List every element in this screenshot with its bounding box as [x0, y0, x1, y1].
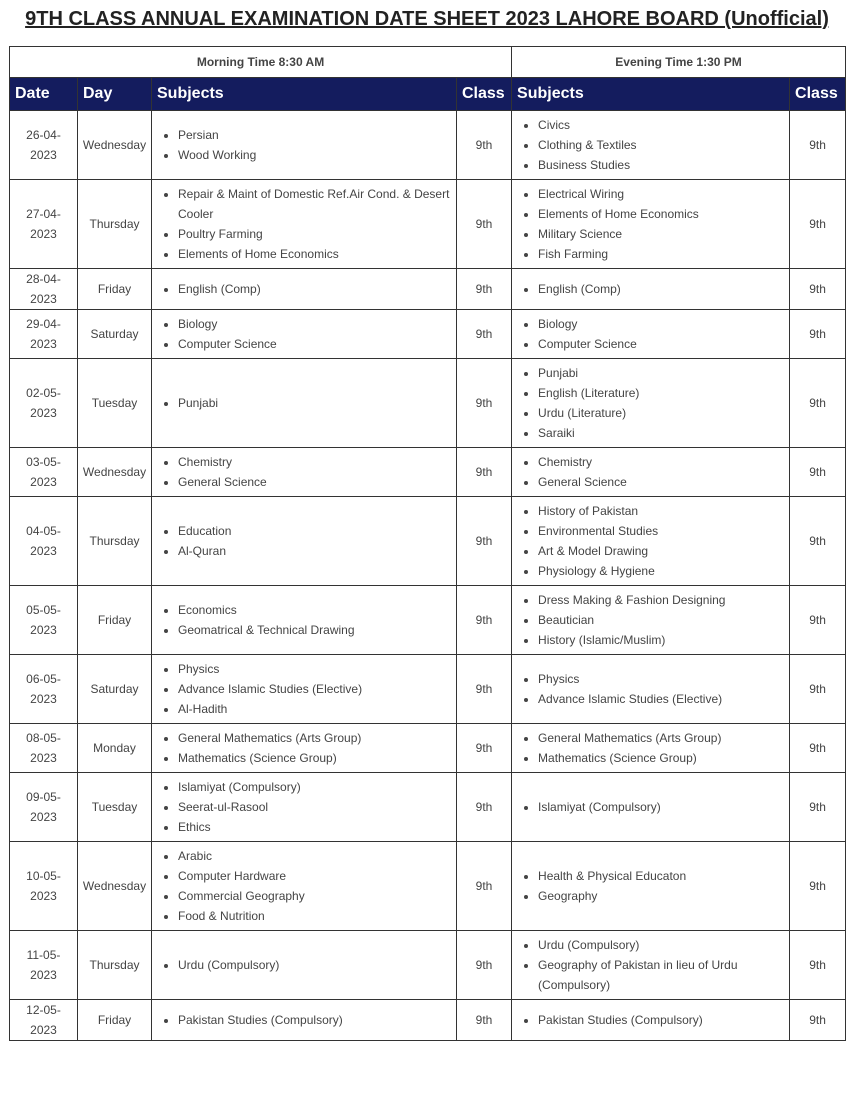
subject-item: • Urdu (Compulsory) — [538, 935, 783, 955]
date-year: 2023 — [30, 337, 57, 351]
subject-item: • Physics — [178, 659, 450, 679]
subject-item: • Economics — [178, 600, 450, 620]
subject-item: • Physics — [538, 669, 783, 689]
evening-class-cell: 9th — [790, 497, 846, 586]
table-body — [10, 111, 846, 1041]
date-day-month: 26-04- — [26, 128, 61, 142]
day-cell: Wednesday — [78, 448, 152, 497]
morning-class-header: Class — [457, 78, 512, 111]
date-year: 2023 — [30, 889, 57, 903]
evening-subject-list — [512, 115, 783, 175]
subject-item: • History (Islamic/Muslim) — [538, 630, 783, 650]
morning-session-label: Morning Time 8:30 AM — [10, 47, 512, 78]
day-cell: Friday — [78, 1000, 152, 1041]
table-row — [10, 842, 846, 931]
subject-item: • English (Comp) — [538, 279, 783, 299]
evening-subjects-cell — [512, 586, 790, 655]
subject-item: • Physiology & Hygiene — [538, 561, 783, 581]
evening-class-cell: 9th — [790, 180, 846, 269]
date-year: 2023 — [30, 751, 57, 765]
evening-subject-list — [512, 363, 783, 443]
page-title: 9TH CLASS ANNUAL EXAMINATION DATE SHEET 2023 LAHORE BOARD (Unofficial) — [25, 8, 829, 30]
subject-item: • Ethics — [178, 817, 450, 837]
evening-class-cell: 9th — [790, 359, 846, 448]
morning-subjects-cell — [152, 448, 457, 497]
day-cell: Saturday — [78, 655, 152, 724]
date-year: 2023 — [30, 148, 57, 162]
date-day-month: 03-05- — [26, 455, 61, 469]
evening-subject-list — [512, 866, 783, 906]
subject-item: • Islamiyat (Compulsory) — [538, 797, 783, 817]
day-cell: Wednesday — [78, 842, 152, 931]
session-row — [10, 47, 846, 78]
table-row — [10, 724, 846, 773]
table-row — [10, 180, 846, 269]
subject-item: • Fish Farming — [538, 244, 783, 264]
evening-class-cell: 9th — [790, 724, 846, 773]
morning-subject-list — [152, 1010, 450, 1030]
evening-subject-list — [512, 279, 783, 299]
subject-item: • English (Comp) — [178, 279, 450, 299]
evening-subject-list — [512, 797, 783, 817]
morning-class-cell: 9th — [457, 269, 512, 310]
date-cell — [10, 497, 78, 586]
date-day-month: 27-04- — [26, 207, 61, 221]
day-cell: Thursday — [78, 497, 152, 586]
evening-class-header: Class — [790, 78, 846, 111]
morning-subjects-cell — [152, 269, 457, 310]
date-day-month: 02-05- — [26, 386, 61, 400]
date-day-month: 08-05- — [26, 731, 61, 745]
date-year: 2023 — [30, 544, 57, 558]
subject-item: • Dress Making & Fashion Designing — [538, 590, 783, 610]
date-header: Date — [10, 78, 78, 111]
morning-subjects-cell — [152, 310, 457, 359]
evening-class-cell: 9th — [790, 1000, 846, 1041]
morning-subject-list — [152, 846, 450, 926]
subject-item: • Environmental Studies — [538, 521, 783, 541]
subject-item: • Mathematics (Science Group) — [178, 748, 450, 768]
morning-subjects-cell — [152, 842, 457, 931]
evening-subjects-cell — [512, 724, 790, 773]
morning-subjects-cell — [152, 931, 457, 1000]
date-year: 2023 — [30, 692, 57, 706]
morning-class-cell: 9th — [457, 655, 512, 724]
date-day-month: 05-05- — [26, 603, 61, 617]
morning-subject-list — [152, 600, 450, 640]
evening-subjects-cell — [512, 842, 790, 931]
morning-subjects-cell — [152, 359, 457, 448]
table-row — [10, 586, 846, 655]
date-day-month: 04-05- — [26, 524, 61, 538]
evening-class-cell: 9th — [790, 269, 846, 310]
day-cell: Friday — [78, 269, 152, 310]
evening-subjects-cell — [512, 180, 790, 269]
date-cell — [10, 310, 78, 359]
morning-subject-list — [152, 521, 450, 561]
date-day-month: 06-05- — [26, 672, 61, 686]
date-day-month: 10-05- — [26, 869, 61, 883]
subject-item: • Chemistry — [538, 452, 783, 472]
subject-item: • Al-Hadith — [178, 699, 450, 719]
evening-subjects-cell — [512, 497, 790, 586]
date-year: 2023 — [30, 968, 57, 982]
date-day-month: 09-05- — [26, 790, 61, 804]
evening-subjects-cell — [512, 931, 790, 1000]
evening-subjects-cell — [512, 773, 790, 842]
date-cell — [10, 724, 78, 773]
morning-subjects-cell — [152, 655, 457, 724]
subject-item: • Computer Science — [178, 334, 450, 354]
subject-item: • Computer Science — [538, 334, 783, 354]
evening-class-cell: 9th — [790, 931, 846, 1000]
day-header: Day — [78, 78, 152, 111]
morning-class-cell: 9th — [457, 773, 512, 842]
evening-subjects-cell — [512, 1000, 790, 1041]
subject-item: • Pakistan Studies (Compulsory) — [538, 1010, 783, 1030]
subject-item: • Military Science — [538, 224, 783, 244]
evening-subjects-cell — [512, 111, 790, 180]
evening-subject-list — [512, 935, 783, 995]
evening-subjects-cell — [512, 448, 790, 497]
subject-item: • Arabic — [178, 846, 450, 866]
evening-session-label: Evening Time 1:30 PM — [512, 47, 846, 78]
subject-item: • Repair & Maint of Domestic Ref.Air Cond. & Desert Cooler — [178, 184, 450, 224]
evening-class-cell: 9th — [790, 448, 846, 497]
evening-class-cell: 9th — [790, 310, 846, 359]
subject-item: • Geography of Pakistan in lieu of Urdu (Compulsory) — [538, 955, 783, 995]
day-cell: Thursday — [78, 931, 152, 1000]
morning-class-cell: 9th — [457, 448, 512, 497]
subject-item: • Geography — [538, 886, 783, 906]
morning-subject-list — [152, 184, 450, 264]
subject-item: • Computer Hardware — [178, 866, 450, 886]
evening-subject-list — [512, 184, 783, 264]
date-day-month: 12-05- — [26, 1003, 61, 1017]
morning-class-cell: 9th — [457, 931, 512, 1000]
morning-subjects-cell — [152, 1000, 457, 1041]
morning-class-cell: 9th — [457, 310, 512, 359]
morning-subject-list — [152, 659, 450, 719]
date-cell — [10, 586, 78, 655]
morning-subjects-cell — [152, 724, 457, 773]
subject-item: • Persian — [178, 125, 450, 145]
date-cell — [10, 655, 78, 724]
evening-class-cell: 9th — [790, 111, 846, 180]
subject-item: • Chemistry — [178, 452, 450, 472]
subject-item: • Beautician — [538, 610, 783, 630]
subject-item: • Pakistan Studies (Compulsory) — [178, 1010, 450, 1030]
subject-item: • Education — [178, 521, 450, 541]
subject-item: • Poultry Farming — [178, 224, 450, 244]
subject-item: • Health & Physical Educaton — [538, 866, 783, 886]
subject-item: • History of Pakistan — [538, 501, 783, 521]
morning-subject-list — [152, 314, 450, 354]
table-row — [10, 310, 846, 359]
evening-class-cell: 9th — [790, 773, 846, 842]
morning-subjects-cell — [152, 773, 457, 842]
date-cell — [10, 180, 78, 269]
morning-class-cell: 9th — [457, 180, 512, 269]
subject-item: • Urdu (Compulsory) — [178, 955, 450, 975]
morning-subject-list — [152, 279, 450, 299]
subject-item: • Art & Model Drawing — [538, 541, 783, 561]
header-row — [10, 78, 846, 111]
evening-subject-list — [512, 314, 783, 354]
date-year: 2023 — [30, 475, 57, 489]
subject-item: • General Mathematics (Arts Group) — [538, 728, 783, 748]
date-cell — [10, 1000, 78, 1041]
date-day-month: 28-04- — [26, 272, 61, 286]
table-row — [10, 773, 846, 842]
subject-item: • Saraiki — [538, 423, 783, 443]
morning-subject-list — [152, 728, 450, 768]
subject-item: • General Mathematics (Arts Group) — [178, 728, 450, 748]
subject-item: • Civics — [538, 115, 783, 135]
day-cell: Thursday — [78, 180, 152, 269]
subject-item: • Biology — [178, 314, 450, 334]
subject-item: • Wood Working — [178, 145, 450, 165]
day-cell: Friday — [78, 586, 152, 655]
morning-class-cell: 9th — [457, 1000, 512, 1041]
day-cell: Monday — [78, 724, 152, 773]
day-cell: Tuesday — [78, 359, 152, 448]
table-row — [10, 111, 846, 180]
subject-item: • General Science — [178, 472, 450, 492]
evening-subjects-cell — [512, 359, 790, 448]
date-day-month: 11-05- — [26, 948, 61, 962]
date-sheet-table — [9, 46, 846, 1041]
subject-item: • Punjabi — [538, 363, 783, 383]
day-cell: Wednesday — [78, 111, 152, 180]
table-row — [10, 655, 846, 724]
morning-subjects-cell — [152, 497, 457, 586]
subject-item: • General Science — [538, 472, 783, 492]
date-year: 2023 — [30, 227, 57, 241]
date-cell — [10, 931, 78, 1000]
morning-subject-list — [152, 125, 450, 165]
subject-item: • Clothing & Textiles — [538, 135, 783, 155]
table-row — [10, 359, 846, 448]
table-row — [10, 497, 846, 586]
morning-subjects-cell — [152, 111, 457, 180]
table-row — [10, 931, 846, 1000]
subject-item: • Mathematics (Science Group) — [538, 748, 783, 768]
subject-item: • Urdu (Literature) — [538, 403, 783, 423]
evening-subject-list — [512, 501, 783, 581]
evening-subject-list — [512, 669, 783, 709]
date-year: 2023 — [30, 1023, 57, 1037]
subject-item: • Advance Islamic Studies (Elective) — [538, 689, 783, 709]
evening-class-cell: 9th — [790, 842, 846, 931]
morning-subjects-cell — [152, 180, 457, 269]
evening-subjects-cell — [512, 655, 790, 724]
evening-subjects-cell — [512, 310, 790, 359]
morning-subjects-header: Subjects — [152, 78, 457, 111]
evening-subject-list — [512, 1010, 783, 1030]
subject-item: • Advance Islamic Studies (Elective) — [178, 679, 450, 699]
morning-class-cell: 9th — [457, 586, 512, 655]
date-cell — [10, 269, 78, 310]
subject-item: • Punjabi — [178, 393, 450, 413]
date-cell — [10, 773, 78, 842]
subject-item: • Seerat-ul-Rasool — [178, 797, 450, 817]
date-cell — [10, 359, 78, 448]
date-cell — [10, 111, 78, 180]
date-cell — [10, 448, 78, 497]
subject-item: • Commercial Geography — [178, 886, 450, 906]
subject-item: • Elements of Home Economics — [178, 244, 450, 264]
morning-class-cell: 9th — [457, 111, 512, 180]
morning-class-cell: 9th — [457, 724, 512, 773]
day-cell: Tuesday — [78, 773, 152, 842]
subject-item: • Elements of Home Economics — [538, 204, 783, 224]
table-row — [10, 448, 846, 497]
morning-subject-list — [152, 777, 450, 837]
subject-item: • Business Studies — [538, 155, 783, 175]
date-day-month: 29-04- — [26, 317, 61, 331]
morning-subject-list — [152, 452, 450, 492]
date-year: 2023 — [30, 810, 57, 824]
morning-subject-list — [152, 955, 450, 975]
morning-class-cell: 9th — [457, 497, 512, 586]
subject-item: • Geomatrical & Technical Drawing — [178, 620, 450, 640]
evening-subject-list — [512, 728, 783, 768]
date-year: 2023 — [30, 623, 57, 637]
date-year: 2023 — [30, 292, 57, 306]
morning-subjects-cell — [152, 586, 457, 655]
evening-subject-list — [512, 452, 783, 492]
date-year: 2023 — [30, 406, 57, 420]
evening-subject-list — [512, 590, 783, 650]
subject-item: • Islamiyat (Compulsory) — [178, 777, 450, 797]
table-row — [10, 1000, 846, 1041]
subject-item: • Electrical Wiring — [538, 184, 783, 204]
subject-item: • Al-Quran — [178, 541, 450, 561]
evening-class-cell: 9th — [790, 586, 846, 655]
evening-subjects-header: Subjects — [512, 78, 790, 111]
evening-subjects-cell — [512, 269, 790, 310]
evening-class-cell: 9th — [790, 655, 846, 724]
subject-item: • Biology — [538, 314, 783, 334]
date-cell — [10, 842, 78, 931]
subject-item: • Food & Nutrition — [178, 906, 450, 926]
morning-subject-list — [152, 393, 450, 413]
table-row — [10, 269, 846, 310]
subject-item: • English (Literature) — [538, 383, 783, 403]
day-cell: Saturday — [78, 310, 152, 359]
morning-class-cell: 9th — [457, 842, 512, 931]
morning-class-cell: 9th — [457, 359, 512, 448]
